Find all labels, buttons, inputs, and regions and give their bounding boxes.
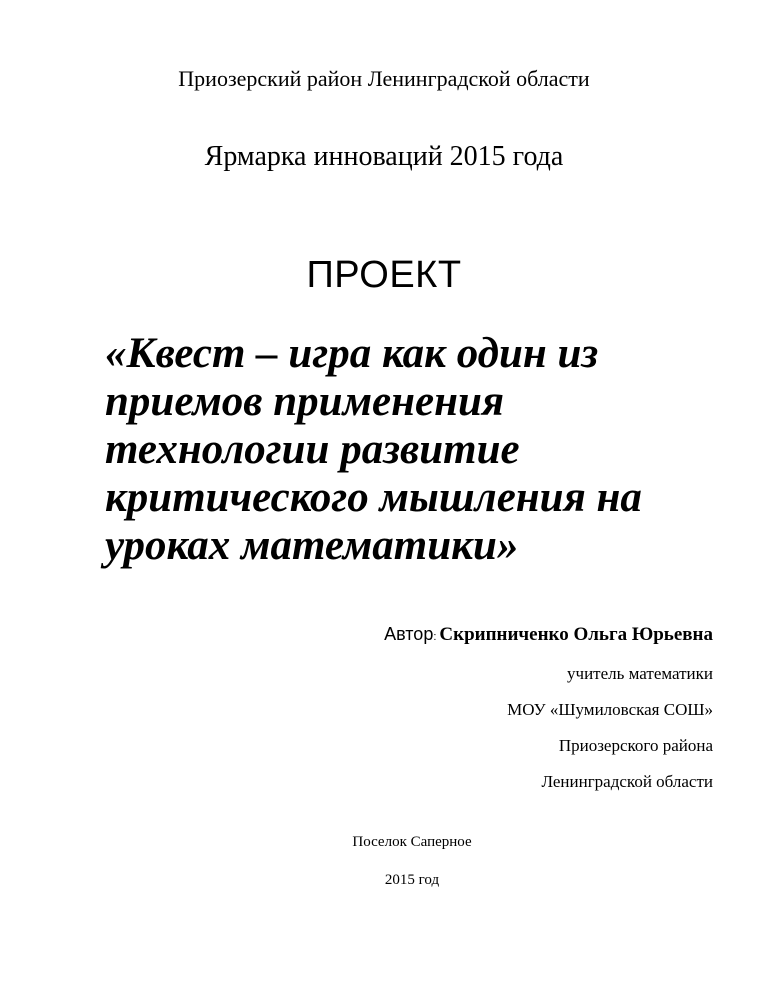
title-line-4: критического мышления на bbox=[105, 474, 642, 521]
project-title bbox=[105, 330, 745, 570]
region-heading: Приозерский район Ленинградской области bbox=[178, 66, 590, 91]
title-line-2: приемов применения bbox=[105, 378, 505, 425]
author-region-line: Ленинградской области bbox=[541, 772, 713, 791]
author-district-line: Приозерского района bbox=[558, 736, 713, 755]
project-label: ПРОЕКТ bbox=[306, 254, 462, 296]
author-colon: : bbox=[433, 631, 437, 643]
author-line bbox=[384, 624, 713, 646]
place-text: Поселок Саперное bbox=[352, 834, 472, 850]
author-school-line: МОУ «Шумиловская СОШ» bbox=[507, 700, 713, 719]
year-text: 2015 год bbox=[384, 872, 440, 888]
author-prefix: Автор bbox=[384, 624, 434, 644]
title-line-3: технологии развитие bbox=[105, 426, 520, 473]
author-position-line: учитель математики bbox=[567, 664, 713, 683]
title-line-5: уроках математики» bbox=[105, 522, 519, 569]
title-line-1: «Квест – игра как один из bbox=[105, 330, 599, 377]
author-name: Скрипниченко Ольга Юрьевна bbox=[439, 624, 713, 645]
fair-heading: Ярмарка инноваций 2015 года bbox=[204, 141, 564, 172]
